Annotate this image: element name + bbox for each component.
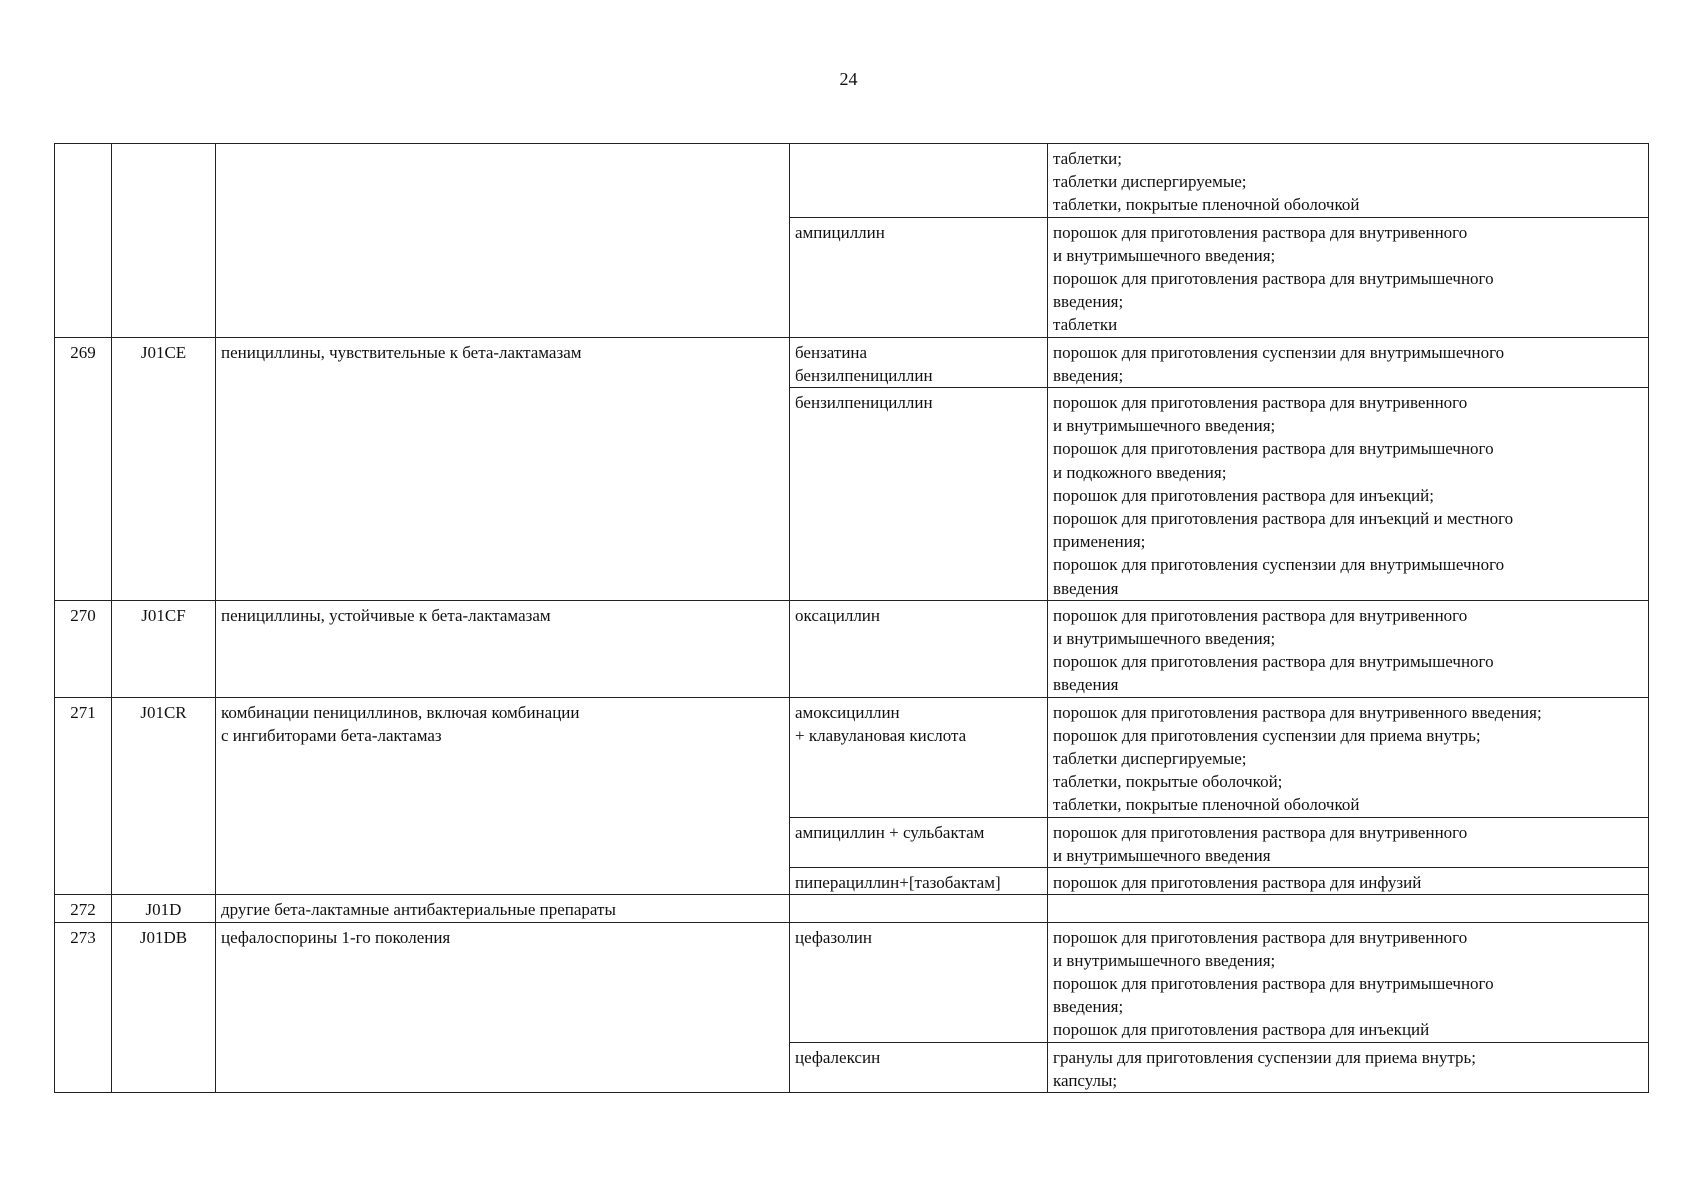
drug-name-cell <box>790 895 1048 922</box>
table-row <box>55 337 1649 387</box>
drug-name-cell: ампициллин + сульбактам <box>790 817 1048 867</box>
dosage-forms-cell: порошок для приготовления раствора для внутривенного введения; порошок для приготовления суспензии для приема внутрь; таблетки диспергируемые; таблетки, покрытые оболочкой; таблетки, покрытые пленочной оболочкой <box>1048 697 1649 817</box>
row-number-cell: 272 <box>55 895 112 922</box>
drug-name-cell: оксациллин <box>790 600 1048 697</box>
drug-name-cell: бензатина бензилпенициллин <box>790 337 1048 387</box>
dosage-forms-cell: порошок для приготовления суспензии для внутримышечного введения; <box>1048 337 1649 387</box>
dosage-forms-cell: гранулы для приготовления суспензии для приема внутрь; капсулы; <box>1048 1042 1649 1092</box>
dosage-forms-cell: порошок для приготовления раствора для инфузий <box>1048 868 1649 895</box>
atc-code-cell: J01CE <box>112 337 216 600</box>
row-number-cell: 270 <box>55 600 112 697</box>
dosage-forms-cell: порошок для приготовления раствора для внутривенного и внутримышечного введения; порошок для приготовления раствора для внутримышечного введения <box>1048 600 1649 697</box>
row-number-cell: 269 <box>55 337 112 600</box>
dosage-forms-cell: порошок для приготовления раствора для внутривенного и внутримышечного введения; порошок для приготовления раствора для внутримышечного введения; таблетки <box>1048 217 1649 337</box>
row-number-cell <box>55 144 112 338</box>
group-name-cell <box>216 144 790 338</box>
drug-name-cell: пиперациллин+[тазобактам] <box>790 868 1048 895</box>
table-row <box>55 697 1649 817</box>
group-name-cell: комбинации пенициллинов, включая комбинации с ингибиторами бета-лактамаз <box>216 697 790 895</box>
table-row <box>55 895 1649 922</box>
group-name-cell: другие бета-лактамные антибактериальные препараты <box>216 895 790 922</box>
atc-code-cell: J01CR <box>112 697 216 895</box>
atc-code-cell: J01D <box>112 895 216 922</box>
drug-table <box>54 143 1649 1093</box>
dosage-forms-cell <box>1048 895 1649 922</box>
row-number-cell: 273 <box>55 922 112 1092</box>
atc-code-cell: J01DB <box>112 922 216 1092</box>
table-row <box>55 144 1649 218</box>
group-name-cell: цефалоспорины 1-го поколения <box>216 922 790 1092</box>
row-number-cell: 271 <box>55 697 112 895</box>
drug-name-cell: амоксициллин + клавулановая кислота <box>790 697 1048 817</box>
table-body <box>55 144 1649 1093</box>
page-number: 24 <box>839 69 858 89</box>
group-name-cell: пенициллины, устойчивые к бета-лактамазам <box>216 600 790 697</box>
drug-name-cell: цефалексин <box>790 1042 1048 1092</box>
table-row <box>55 600 1649 697</box>
drug-name-cell: цефазолин <box>790 922 1048 1042</box>
drug-name-cell: бензилпенициллин <box>790 388 1048 601</box>
dosage-forms-cell: порошок для приготовления раствора для внутривенного и внутримышечного введения; порошок для приготовления раствора для внутримышечного введения; порошок для приготовления раствора для инъекций <box>1048 922 1649 1042</box>
dosage-forms-cell: порошок для приготовления раствора для внутривенного и внутримышечного введения <box>1048 817 1649 867</box>
group-name-cell: пенициллины, чувствительные к бета-лактамазам <box>216 337 790 600</box>
dosage-forms-cell: порошок для приготовления раствора для внутривенного и внутримышечного введения; порошок для приготовления раствора для внутримышечного и подкожного введения; порошок для приготовления раствора для инъекций; порошок для приготовления раствора для инъекций и местного применения; порошок для приготовления суспензии для внутримышечного введения <box>1048 388 1649 601</box>
drug-name-cell: ампициллин <box>790 217 1048 337</box>
table-row <box>55 922 1649 1042</box>
atc-code-cell <box>112 144 216 338</box>
atc-code-cell: J01CF <box>112 600 216 697</box>
dosage-forms-cell: таблетки; таблетки диспергируемые; таблетки, покрытые пленочной оболочкой <box>1048 144 1649 218</box>
drug-name-cell <box>790 144 1048 218</box>
